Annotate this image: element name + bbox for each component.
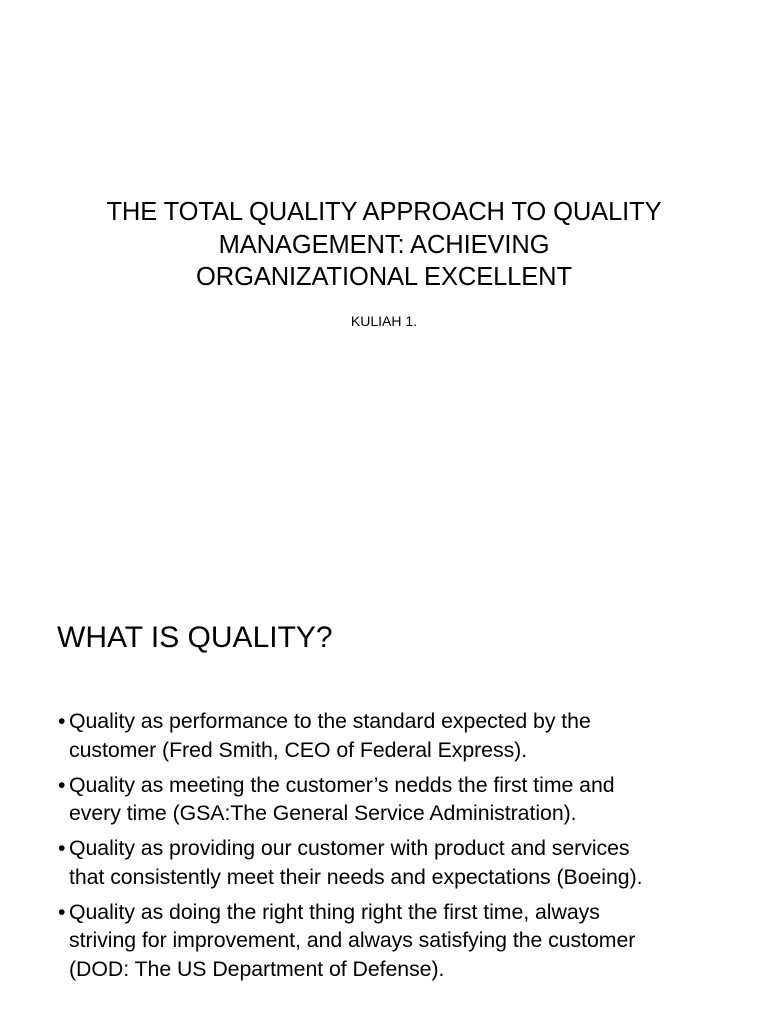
slide-title-line: MANAGEMENT: ACHIEVING bbox=[218, 230, 550, 259]
bullet-item bbox=[57, 898, 747, 984]
bullet-text-line: (DOD: The US Department of Defense). bbox=[69, 956, 445, 981]
title-block bbox=[84, 196, 684, 330]
bullet-marker: • bbox=[58, 772, 66, 797]
bullet-item bbox=[57, 834, 747, 891]
bullet-text-line: Quality as doing the right thing right the first time, always bbox=[69, 899, 600, 924]
bullet-text-line: customer (Fred Smith, CEO of Federal Express). bbox=[69, 737, 528, 762]
bullet-marker: • bbox=[58, 836, 66, 860]
bullet-item bbox=[57, 771, 747, 828]
slide-title-line: THE TOTAL QUALITY APPROACH TO QUALITY bbox=[106, 198, 662, 226]
bullet-text-line: every time (GSA:The General Service Administration). bbox=[69, 801, 577, 825]
bullet-marker: • bbox=[58, 899, 66, 924]
content-slide bbox=[0, 510, 768, 1024]
slide-title bbox=[84, 196, 684, 294]
bullet-text-line: Quality as performance to the standard expected by the bbox=[69, 709, 591, 733]
title-slide bbox=[0, 0, 768, 510]
slide-subtitle: KULIAH 1. bbox=[350, 312, 418, 329]
bullet-item bbox=[57, 707, 747, 764]
bullet-list bbox=[57, 707, 747, 990]
bullet-text-line: Quality as meeting the customer’s nedds the first time and bbox=[69, 772, 615, 797]
bullet-text-line: that consistently meet their needs and expectations (Boeing). bbox=[69, 864, 643, 889]
slide-heading: WHAT IS QUALITY? bbox=[57, 621, 333, 654]
slide-title-line: ORGANIZATIONAL EXCELLENT bbox=[196, 263, 572, 291]
bullet-marker: • bbox=[58, 709, 66, 733]
bullet-text-line: striving for improvement, and always satisfying the customer bbox=[69, 928, 636, 952]
bullet-text-line: Quality as providing our customer with product and services bbox=[69, 836, 630, 860]
